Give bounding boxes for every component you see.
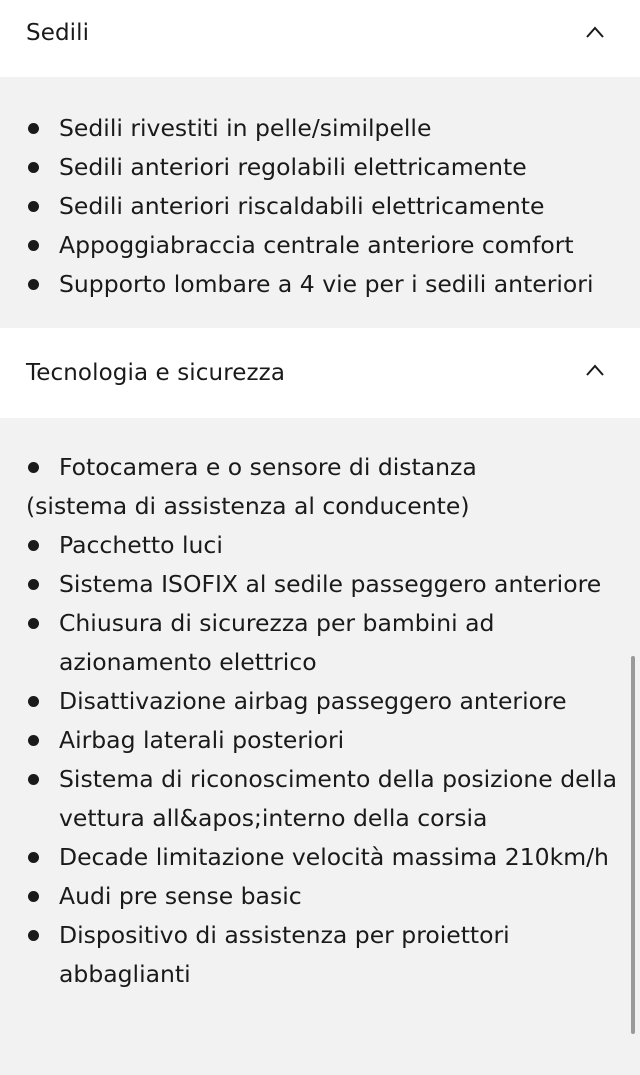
bullet-icon	[28, 123, 39, 134]
feature-list	[0, 448, 640, 994]
bullet-icon	[28, 240, 39, 251]
bullet-icon	[28, 774, 39, 785]
section-header-tecnologia[interactable]	[0, 328, 640, 418]
list-item: Sedili anteriori riscaldabili elettricamente	[0, 187, 640, 226]
section-title: Tecnologia e sicurezza	[26, 360, 286, 386]
bullet-icon	[28, 930, 39, 941]
list-item: Sistema ISOFIX al sedile passeggero anteriore	[0, 565, 640, 604]
bullet-icon	[28, 735, 39, 746]
list-item: Decade limitazione velocità massima 210km/h	[0, 838, 640, 877]
list-item: Appoggiabraccia centrale anteriore comfort	[0, 226, 640, 265]
section-body-sedili	[0, 77, 640, 328]
bullet-icon	[28, 462, 39, 473]
bullet-icon	[28, 279, 39, 290]
list-item: Sedili rivestiti in pelle/similpelle	[0, 109, 640, 148]
bullet-icon	[28, 162, 39, 173]
section-body-tecnologia	[0, 418, 640, 1075]
bullet-icon	[28, 696, 39, 707]
list-item: Supporto lombare a 4 vie per i sedili anteriori	[0, 265, 640, 304]
list-item: Audi pre sense basic	[0, 877, 640, 916]
bullet-icon	[28, 852, 39, 863]
bullet-icon	[28, 201, 39, 212]
list-item: Fotocamera e o sensore di distanza (sistema di assistenza al conducente)	[26, 453, 477, 520]
list-item: Disattivazione airbag passeggero anteriore	[0, 682, 640, 721]
list-item: Sistema di riconoscimento della posizione della vettura all&apos;interno della corsia	[0, 760, 640, 838]
list-item: Airbag laterali posteriori	[0, 721, 640, 760]
chevron-up-icon[interactable]	[586, 364, 604, 376]
bullet-icon	[28, 540, 39, 551]
section-title: Sedili	[26, 20, 90, 46]
bullet-icon	[28, 618, 39, 629]
list-item: Dispositivo di assistenza per proiettori abbaglianti	[0, 916, 640, 994]
list-item: Sedili anteriori regolabili elettricamente	[0, 148, 640, 187]
list-item: Pacchetto luci	[0, 526, 640, 565]
bullet-icon	[28, 579, 39, 590]
section-header-sedili[interactable]	[0, 0, 640, 77]
feature-list	[0, 109, 640, 304]
scrollbar[interactable]	[631, 656, 635, 1034]
bullet-icon	[28, 891, 39, 902]
list-item: Chiusura di sicurezza per bambini ad azionamento elettrico	[0, 604, 640, 682]
chevron-up-icon[interactable]	[586, 26, 604, 38]
